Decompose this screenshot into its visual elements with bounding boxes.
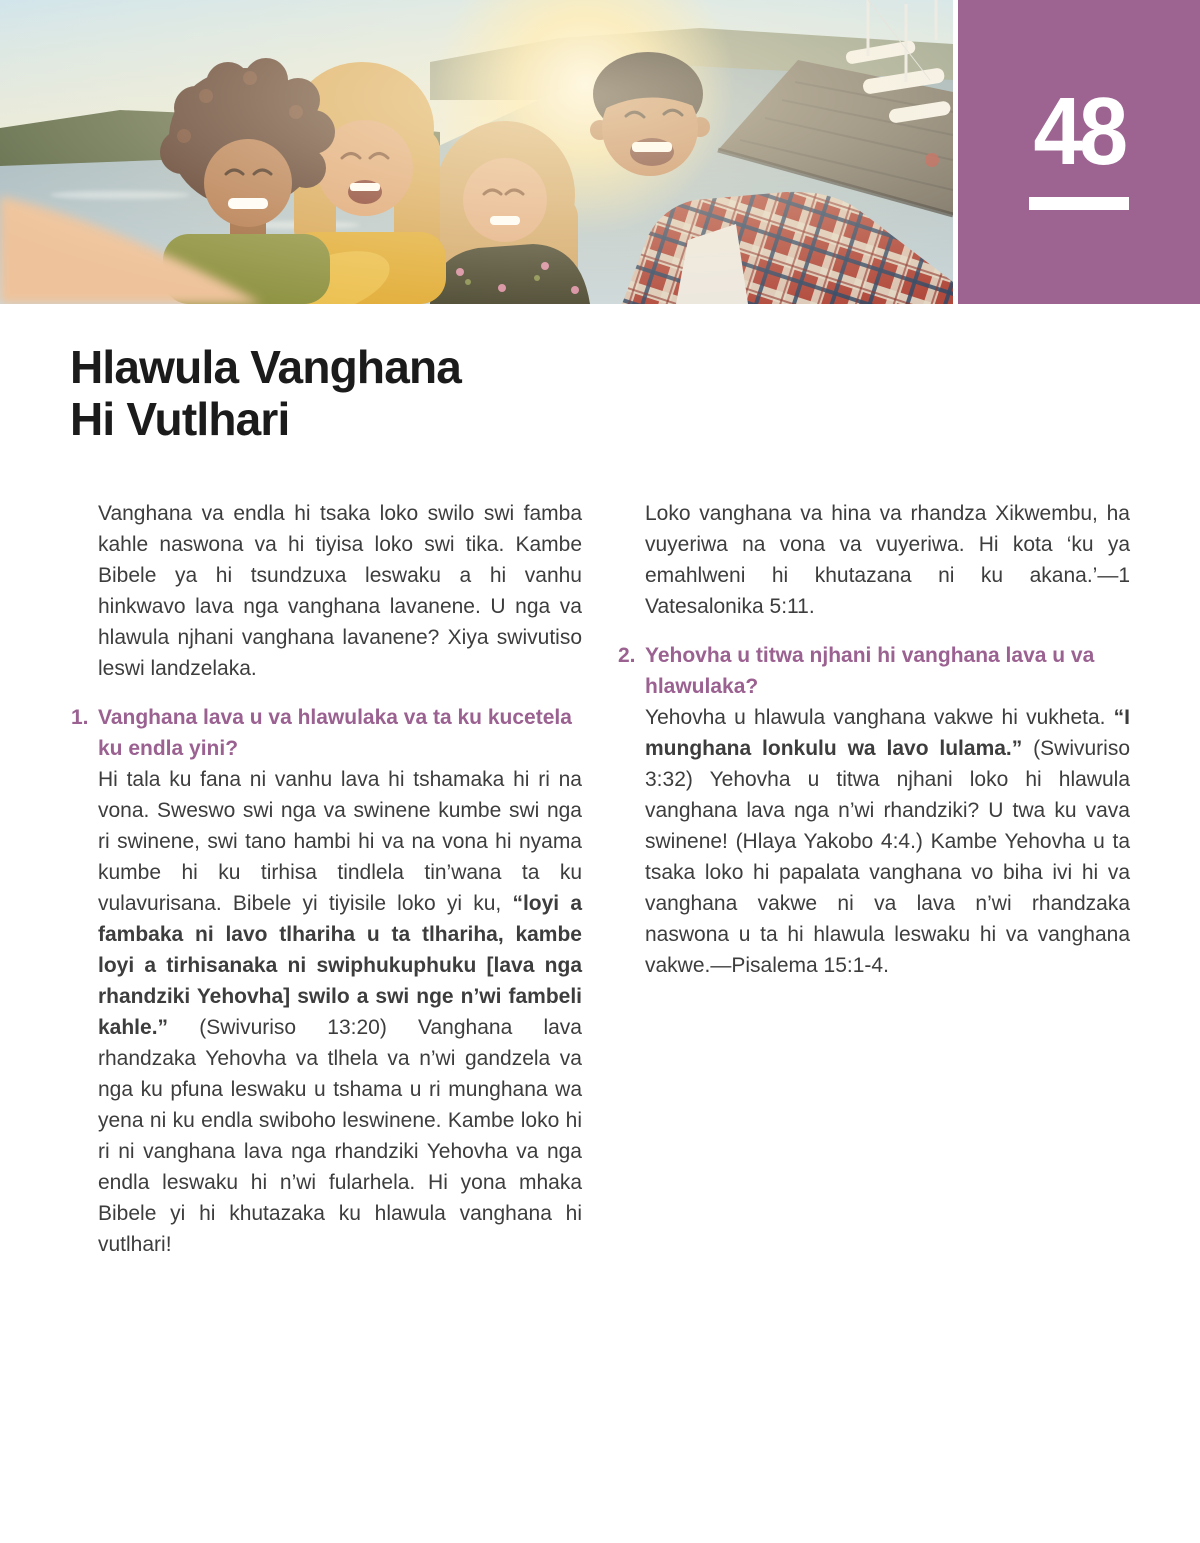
answer-1-paragraph [98, 764, 582, 1260]
answer-1-lead: Hi tala ku fana ni vanhu lava hi tshamaka hi ri na vona. Sweswo swi nga va swinene kumbe swi nga ri swinene, swi tano hambi hi va na vona hi nyama kumbe hi ku tirhisa tindlela tin’wana ta ku vulavurisana. Bibele yi tiyisile loko yi ku, [98, 768, 582, 915]
question-2-heading [618, 640, 1130, 702]
lesson-number: 48 [1033, 78, 1125, 185]
scripture-quote-proverbs-13-20: “loyi a fambaka ni lavo tlhariha u ta tlhariha, kambe loyi a tirhisanaka ni swiphukuphuku [lava nga rhandziki Yehovha] swilo a swi nge n’wi fambeli kahle.” [98, 892, 582, 1039]
question-1-text: Vanghana lava u va hlawulaka va ta ku kucetela ku endla yini? [98, 706, 572, 760]
answer-1-continued-paragraph: Loko vanghana va hina va rhandza Xikwembu, ha vuyeriwa na vona va vuyeriwa. Hi kota ‘ku ya emahlweni hi khutazana ni ku akana.’—1 Vatesalonika 5:11. [645, 502, 1130, 618]
question-2-text: Yehovha u titwa njhani hi vanghana lava u va hlawulaka? [645, 644, 1095, 698]
header-photo [0, 0, 953, 304]
answer-2-paragraph [645, 702, 1130, 981]
left-column [71, 498, 582, 1260]
lesson-title [70, 341, 461, 445]
answer-2-lead: Yehovha u hlawula vanghana vakwe hi vukheta. [645, 706, 1114, 729]
lesson-number-badge [958, 0, 1200, 304]
lesson-title-line2: Hi Vutlhari [70, 393, 290, 445]
lesson-number-underline [1029, 197, 1129, 210]
question-1-number: 1. [71, 706, 89, 729]
friends-selfie-illustration [0, 0, 953, 304]
question-2-number: 2. [618, 644, 636, 667]
right-column [618, 498, 1130, 981]
answer-1-rest: (Swivuriso 13:20) Vanghana lava rhandzaka Yehovha va tlhela va n’wi gandzela va nga ku pfuna leswaku u tshama u ri munghana wa yena ni ku endla swiboho leswinene. Kambe loko hi ri ni vanghana lava nga rhandziki Yehovha va nga endla leswaku hi n’wi fularhela. Hi yona mhaka Bibele yi hi khutazaka ku hlawula vanghana hi vutlhari! [98, 1016, 582, 1256]
lesson-title-line1: Hlawula Vanghana [70, 341, 462, 393]
answer-2-rest: (Swivuriso 3:32) Yehovha u titwa njhani loko hi hlawula vanghana lava nga n’wi rhandziki? U twa ku vava swinene! (Hlaya Yakobo 4:4.) Kambe Yehovha u ta tsaka loko hi papalata vanghana vo biha ivi hi va vanghana vakwe ni va lava n’wi rhandzaka naswona u ta hi hlawula leswaku hi va vanghana vakwe.—Pisalema 15:1-4. [645, 737, 1130, 977]
question-1-heading [71, 702, 582, 764]
intro-paragraph: Vanghana va endla hi tsaka loko swilo swi famba kahle naswona va hi tiyisa loko swi tika. Kambe Bibele ya hi tsundzuxa leswaku a hi vanhu hinkwavo lava nga vanghana lavanene. U nga va hlawula njhani vanghana lavanene? Xiya swivutiso leswi landzelaka. [98, 502, 582, 680]
sunlight-wash [0, 0, 953, 304]
scripture-quote-proverbs-3-32: “I munghana lonkulu wa lavo lulama.” [645, 706, 1130, 760]
